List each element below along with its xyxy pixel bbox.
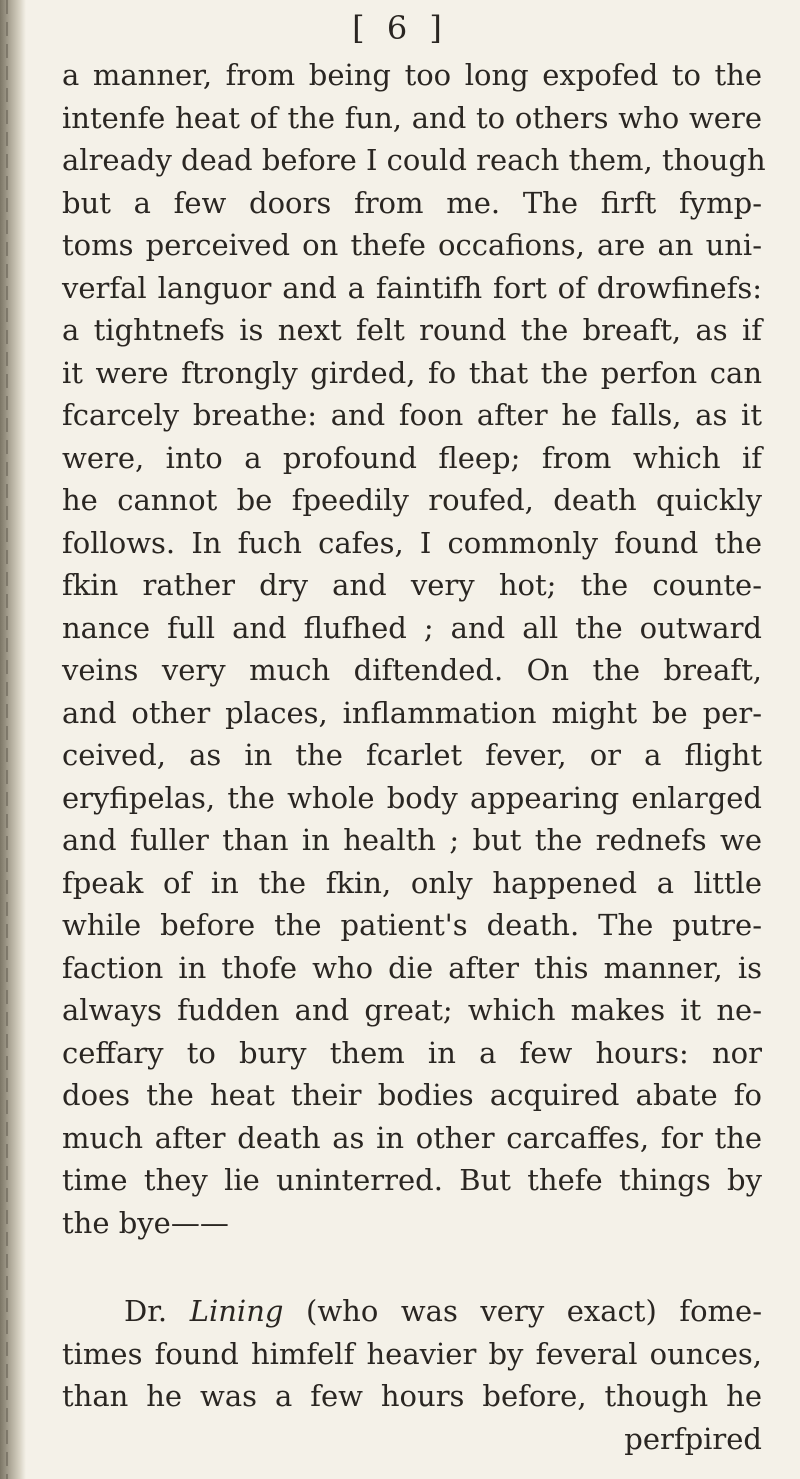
text-line: fkin rather dry and very hot; the counte- (62, 568, 762, 602)
text-line: fcarcely breathe: and foon after he falls, as it (62, 398, 762, 432)
text-line: verfal languor and a faintifh fort of drowfinefs: (62, 270, 762, 305)
text-line: times found himfelf heavier by feveral ounces, (62, 1336, 762, 1371)
text-line: time they lie uninterred. But thefe things by (62, 1163, 762, 1197)
text-line: but a few doors from me. The firft fymp- (62, 185, 762, 220)
text-line: much after death as in other carcaffes, for the (62, 1120, 762, 1155)
text-line: toms perceived on thefe occafions, are an uni- (62, 228, 762, 262)
text-line: a manner, from being too long expofed to the (62, 58, 762, 92)
page-number: [ 6 ] (352, 9, 448, 47)
text-line: ceffary to bury them in a few hours: nor (62, 1035, 762, 1070)
author-prefix: Dr. (124, 1294, 190, 1328)
text-line: intenfe heat of the fun, and to others who were (62, 100, 762, 135)
paragraph-1 (62, 54, 766, 1244)
text-line: than he was a few hours before, though he (62, 1379, 762, 1413)
text-line: fpeak of in the fkin, only happened a little (62, 865, 762, 900)
text-line: does the heat their bodies acquired abate fo (62, 1078, 762, 1112)
text-line: always fudden and great; which makes it ne- (62, 993, 762, 1027)
text-line: follows. In fuch cafes, I commonly found the (62, 525, 762, 560)
paragraph-gap (62, 1244, 762, 1290)
body-text (62, 54, 766, 1460)
text-line: veins very much diftended. On the breaft, (62, 653, 762, 687)
text-line: faction in thofe who die after this manner, is (62, 950, 762, 985)
text-line (62, 1290, 762, 1333)
text-line: were, into a profound fleep; from which if (62, 440, 762, 475)
text-line: the bye—— (62, 1205, 229, 1240)
text-line: a tightnefs is next felt round the breaft, as if (62, 313, 762, 347)
text-line: he cannot be fpeedily roufed, death quickly (62, 483, 762, 517)
text-line: nance full and flufhed ; and all the outward (62, 610, 762, 645)
book-binding-edge (0, 0, 26, 1479)
text-line: it were ftrongly girded, fo that the perfon can (62, 355, 762, 390)
author-name: Lining (189, 1294, 284, 1328)
text-line: ceived, as in the fcarlet fever, or a flight (62, 738, 762, 772)
catchword: perfpired (624, 1421, 762, 1456)
paragraph-2 (62, 1290, 762, 1460)
text-line: and fuller than in health ; but the rednefs we (62, 823, 762, 857)
text-line: eryfipelas, the whole body appearing enlarged (62, 780, 762, 815)
text-line-rest: (who was very exact) fome- (283, 1294, 762, 1328)
text-line: and other places, inflammation might be per- (62, 695, 762, 730)
text-line: while before the patient's death. The putre- (62, 908, 762, 942)
text-line: already dead before I could reach them, though (62, 143, 766, 177)
